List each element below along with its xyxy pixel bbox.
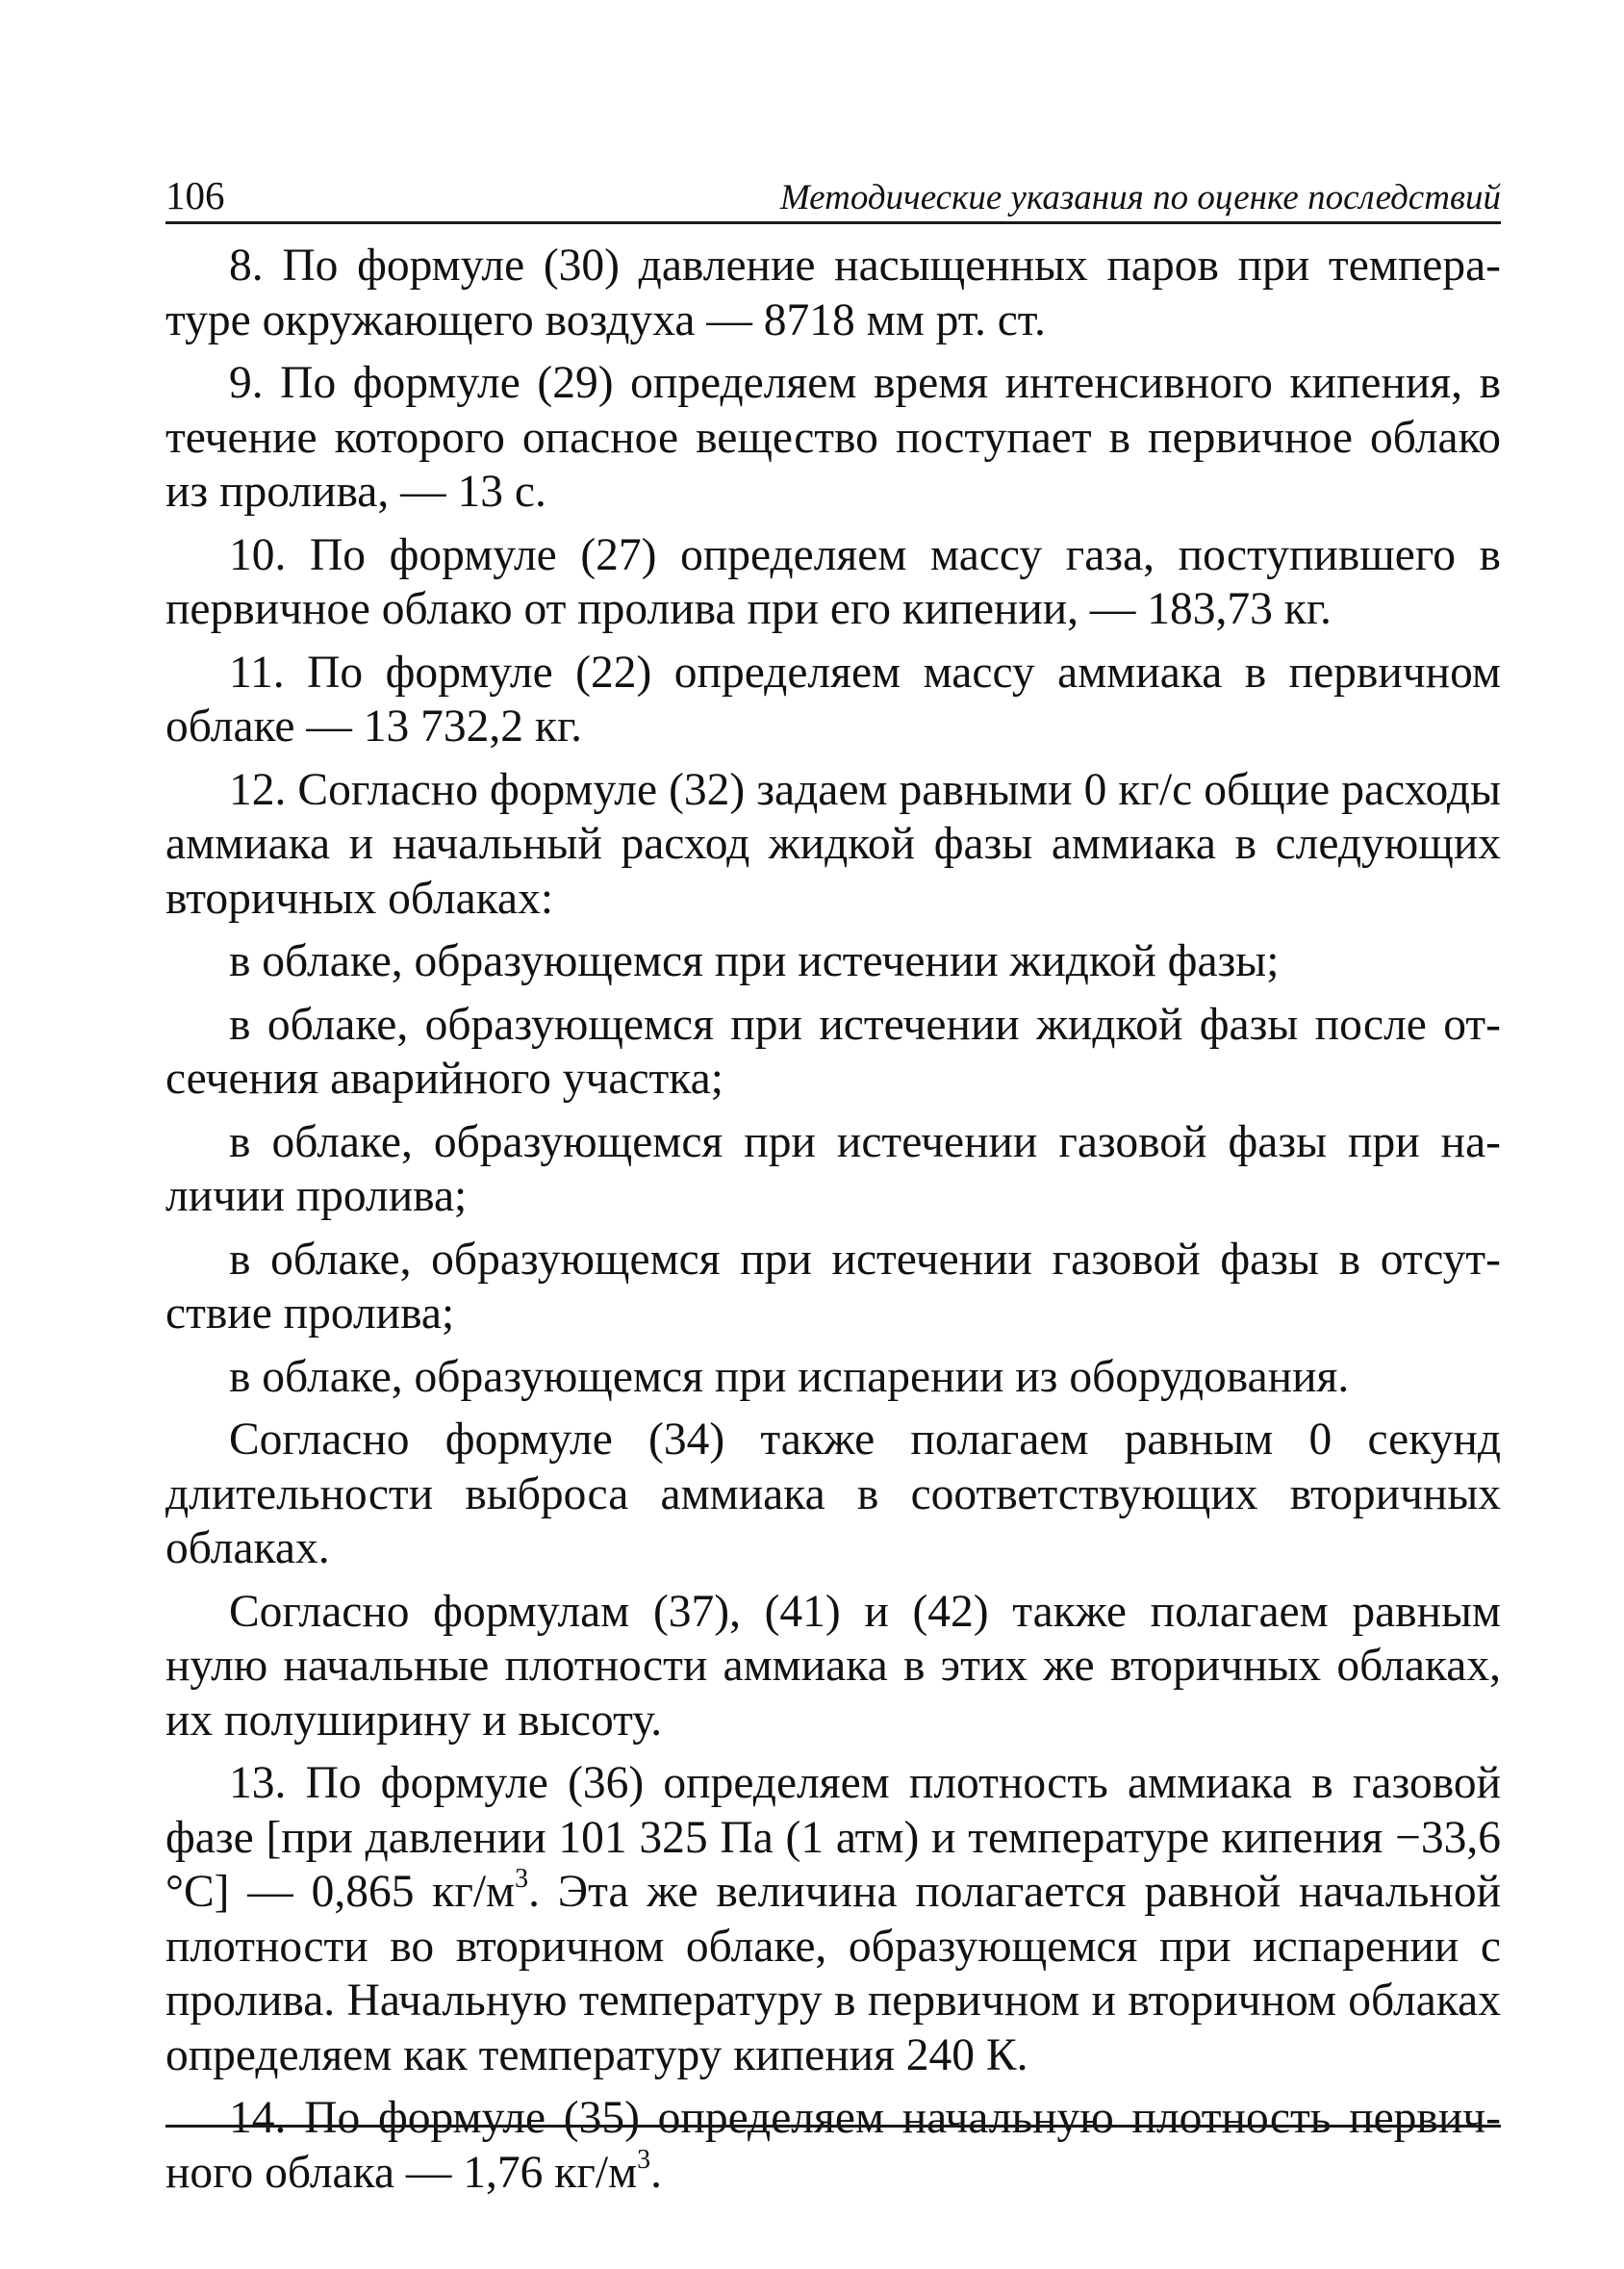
paragraph-10: 10. По формуле (27) определяем массу газа, поступившего в первичное облако от пролива при его кипении, — 183,73 кг.	[165, 529, 1501, 634]
paragraph-formula-37: Согласно формулам (37), (41) и (42) также полагаем равным нулю начальные плотности аммиака в этих же вторичных облаках, их полуширину и высоту.	[165, 1586, 1501, 1746]
paragraph-14-part-a: 14. По формуле (35) определяем начальную плотность первичного облака — 1,76 кг/м	[165, 2093, 1501, 2198]
paragraph-9: 9. По формуле (29) определяем время интенсивного кипения, в течение которого опасное вещество поступает в первичное облако из пролива, — 13 с.	[165, 358, 1501, 517]
superscript-cubic: 3	[515, 1864, 529, 1894]
page-body	[165, 239, 1501, 2208]
paragraph-8: 8. По формуле (30) давление насыщенных паров при температуре окружающего воздуха — 8718 мм рт. ст.	[165, 241, 1501, 345]
footer-rule	[165, 2125, 1501, 2128]
cloud-item-liquid-phase: в облаке, образующемся при истечении жидкой фазы;	[229, 936, 1280, 986]
page-header	[165, 162, 1501, 224]
paragraph-12: 12. Согласно формуле (32) задаем равными 0 кг/с общие расходы аммиака и начальный расход жидкой фазы аммиака в следующих вторичных облаках:	[165, 764, 1501, 924]
paragraph-14-part-b: .	[650, 2147, 662, 2198]
cloud-item-liquid-after-cutoff: в облаке, образующемся при истечении жидкой фазы после отсечения аварийного участка;	[165, 999, 1501, 1104]
paragraph-14	[165, 2091, 1501, 2200]
cloud-item-gas-with-spill: в облаке, образующемся при истечении газовой фазы при наличии пролива;	[165, 1116, 1501, 1221]
paragraph-13-part-b: . Эта же величина полагается равной начальной плотности во вторичном облаке, образующемся при испарении с пролива. Начальную температуру в первичном и вторичном облаках определяем как температуру кипения 240 К.	[165, 1867, 1501, 2080]
paragraph-13-part-a: 13. По формуле (36) определяем плотность аммиака в газовой фазе [при давлении 101 325 Па (1 атм) и температуре кипения −33,6 °С] — 0,865 кг/м	[165, 1758, 1501, 1917]
cloud-item-equipment-evaporation: в облаке, образующемся при испарении из оборудования.	[229, 1351, 1350, 1402]
paragraph-formula-34: Согласно формуле (34) также полагаем равным 0 секунд длительности выброса аммиака в соответствующих вторичных облаках.	[165, 1415, 1501, 1573]
paragraph-13	[165, 1756, 1501, 2082]
running-title: Методические указания по оценке последствий	[779, 178, 1501, 217]
paragraph-11: 11. По формуле (22) определяем массу аммиака в первичном облаке — 13 732,2 кг.	[165, 647, 1501, 752]
page-number: 106	[165, 173, 225, 217]
cloud-item-gas-without-spill: в облаке, образующемся при истечении газовой фазы в отсутствие пролива;	[165, 1234, 1501, 1338]
superscript-cubic: 3	[637, 2144, 651, 2175]
